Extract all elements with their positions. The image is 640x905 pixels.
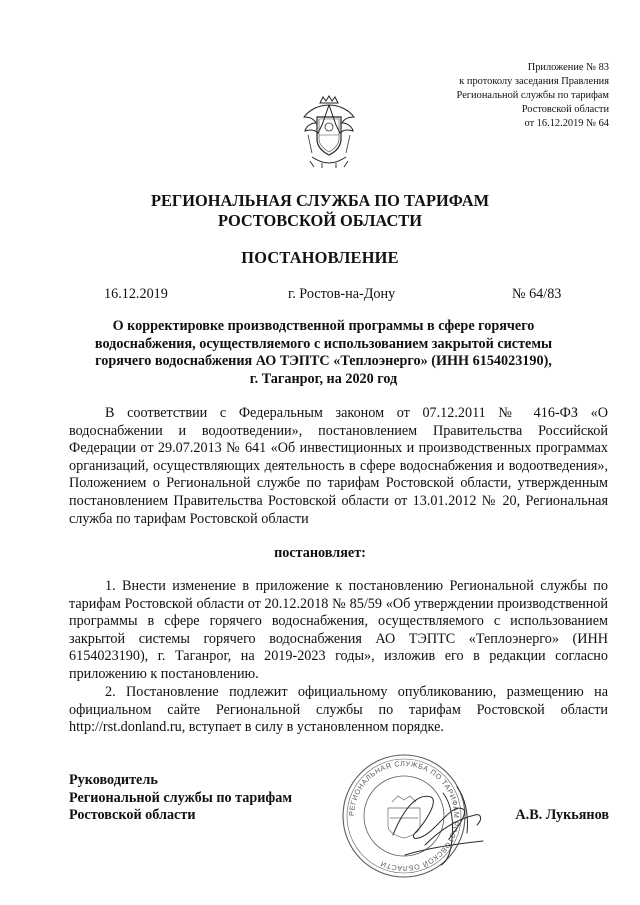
document-city: г. Ростов-на-Дону [288, 286, 396, 302]
decree-word: постановляет: [274, 545, 366, 561]
handwritten-signature [385, 775, 490, 870]
preamble-paragraph: В соответствии с Федеральным законом от 07.12.2011 № 416-ФЗ «О водоснабжении и водоотведении», постановлением Правительства Российской Федерации от 29.07.2013 № 641 «Об инвестиционных и производственных программах организаций, осуществляющих деятельность в сфере водоснабжения и водоотведения», Положением о Региональной службе по тарифам Ростовской области, утвержденным постановлением Правительства Ростовской области от 13.01.2012 № 20, Региональная служба по тарифам Ростовской области [69, 405, 608, 527]
subject-line: горячего водоснабжения АО ТЭПТС «Теплоэнерго» (ИНН 6154023190), [95, 353, 552, 370]
document-number: № 64/83 [512, 286, 562, 302]
document-type: ПОСТАНОВЛЕНИЕ [241, 248, 399, 267]
subject-line: О корректировке производственной программы в сфере горячего [112, 318, 535, 334]
decree-item-1: 1. Внести изменение в приложение к постановлению Региональной службы по тарифам Ростовской области от 20.12.2018 № 85/59 «Об утверждении производственной программы в сфере горячего водоснабжения, осуществляемого с использованием закрытой системы горячего водоснабжения АО ТЭПТС «Теплоэнерго» (ИНН 6154023190), г. Таганрог, на 2019-2023 годы», изложив его в редакции согласно приложению к постановлению. [69, 578, 608, 682]
document-date: 16.12.2019 [104, 286, 168, 302]
appendix-line: к протоколу заседания Правления [459, 76, 609, 87]
seal-text: РЕГИОНАЛЬНАЯ СЛУЖБА ПО ТАРИФАМ РОСТОВСКОЙ ОБЛАСТИ [346, 758, 462, 874]
signatory-name: А.В. Лукьянов [515, 807, 609, 823]
coat-of-arms-emblem [300, 95, 358, 169]
organization-title [60, 191, 580, 231]
appendix-line: Ростовской области [521, 104, 609, 115]
signatory-title-line: Руководитель [69, 772, 158, 788]
organization-title-line: РОСТОВСКОЙ ОБЛАСТИ [218, 211, 422, 230]
signatory-title-line: Региональной службы по тарифам [69, 789, 293, 806]
decree-item-2: 2. Постановление подлежит официальному опубликованию, размещению на официальном сайте Региональной службы по тарифам Ростовской области http://rst.donland.ru, вступает в силу в установленном порядке. [69, 684, 608, 736]
appendix-note [389, 61, 609, 131]
appendix-line: Региональной службы по тарифам [456, 90, 609, 101]
signatory-title [69, 772, 292, 825]
appendix-line: Приложение № 83 [527, 62, 609, 73]
subject-line: г. Таганрог, на 2020 год [249, 370, 398, 387]
subject-line: водоснабжения, осуществляемого с использованием закрытой системы [94, 335, 553, 352]
signatory-title-line: Ростовской области [69, 807, 196, 824]
appendix-line: от 16.12.2019 № 64 [524, 118, 609, 129]
document-subject [62, 318, 585, 388]
organization-title-line: РЕГИОНАЛЬНАЯ СЛУЖБА ПО ТАРИФАМ [150, 191, 490, 210]
